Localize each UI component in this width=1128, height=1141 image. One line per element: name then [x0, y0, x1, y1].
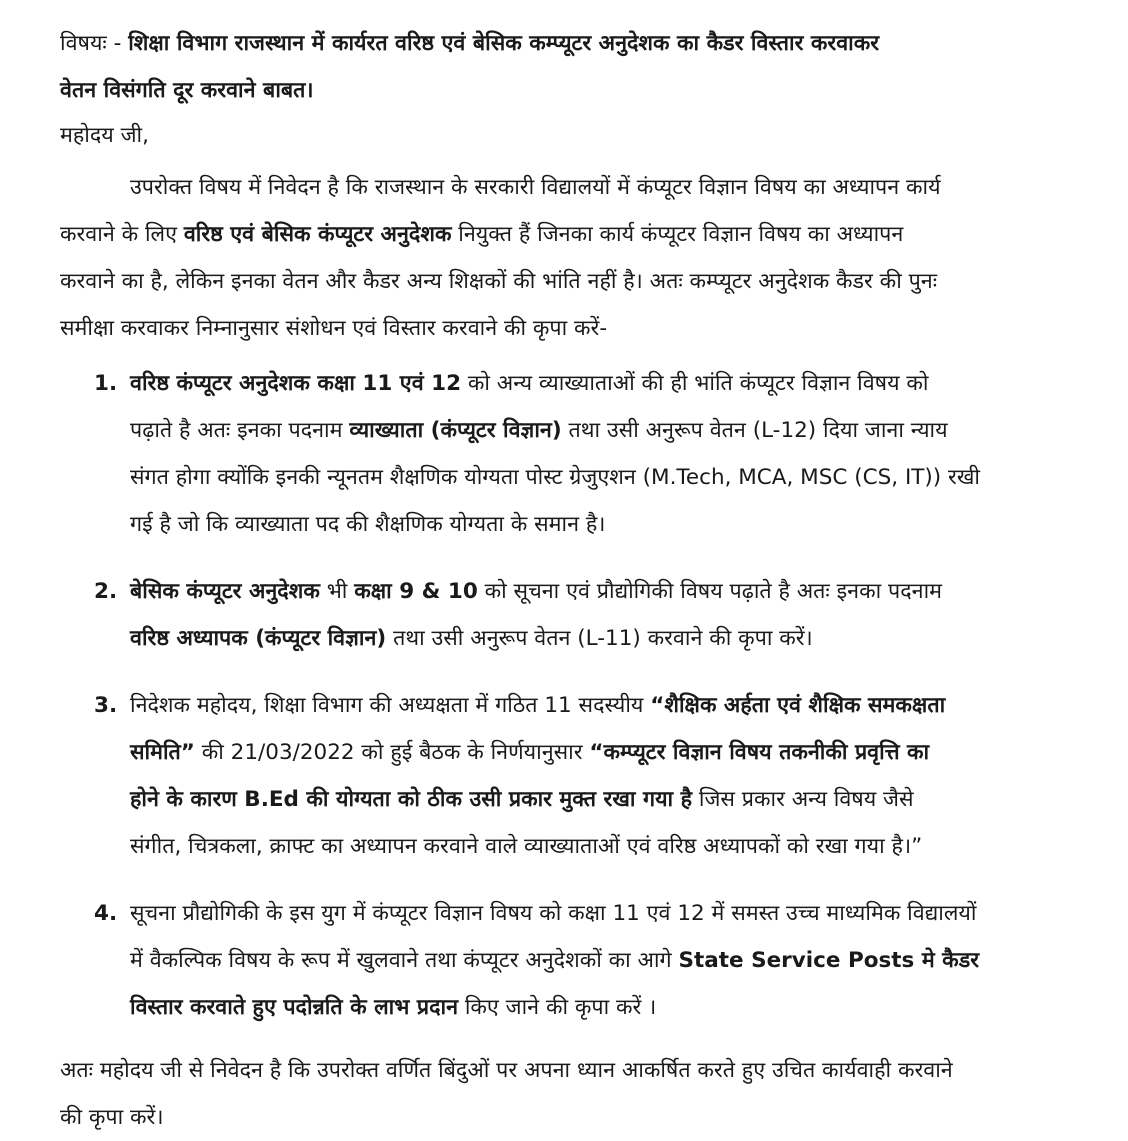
point-2-line-1-text-b: भी: [319, 579, 355, 604]
subject-text-1: शिक्षा विभाग राजस्थान में कार्यरत वरिष्ठ एवं बेसिक कम्प्यूटर अनुदेशक का कैडर विस्तार करवाकर: [128, 31, 880, 56]
intro-paragraph: [60, 164, 1068, 352]
point-1-line-2: [130, 407, 980, 454]
point-4-line-3-text: किए जाने की कृपा करें ।: [458, 995, 657, 1020]
point-2-line-1-text-d: को सूचना एवं प्रौद्योगिकी विषय पढ़ाते है अतः इनका पदनाम: [477, 579, 942, 604]
intro-line-2-text-c: नियुक्त हैं जिनका कार्य कंप्यूटर विज्ञान विषय का अध्यापन: [451, 222, 904, 247]
subject-block: [60, 20, 1068, 114]
point-2-line-2-text: तथा उसी अनुरूप वेतन (L-11) करवाने की कृपा करें।: [386, 626, 813, 651]
intro-line-2-bold: वरिष्ठ एवं बेसिक कंप्यूटर अनुदेशक: [183, 222, 452, 247]
point-4-line-3-bold: विस्तार करवाते हुए पदोन्नति के लाभ प्रदान: [130, 995, 459, 1020]
intro-line-3: करवाने का है, लेकिन इनका वेतन और कैडर अन्य शिक्षकों की भांति नहीं है। अतः कम्प्यूटर अनुदेशक कैडर की पुनः: [60, 269, 938, 294]
point-3-number: 3.: [94, 693, 118, 718]
subject-line-1: [60, 20, 1068, 67]
point-3-line-4: संगीत, चित्रकला, क्राफ्ट का अध्यापन करवाने वाले व्याख्याताओं एवं वरिष्ठ अध्यापकों को रखा गया है।”: [130, 834, 923, 859]
point-1-line-1: [130, 360, 980, 407]
intro-line-1: उपरोक्त विषय में निवेदन है कि राजस्थान के सरकारी विद्यालयों में कंप्यूटर विज्ञान विषय का अध्यापन कार्य: [130, 175, 941, 200]
point-2: [60, 568, 1068, 662]
closing-line-2: की कृपा करें।: [60, 1105, 164, 1130]
point-1-line-1-text: को अन्य व्याख्याताओं की ही भांति कंप्यूटर विज्ञान विषय को: [461, 371, 929, 396]
point-3: [60, 682, 1068, 870]
point-3-line-2: [130, 729, 945, 776]
point-4-body: [130, 890, 979, 1031]
point-3-line-1: [130, 682, 945, 729]
point-2-line-1-bold-a: बेसिक कंप्यूटर अनुदेशक: [130, 579, 320, 604]
point-2-line-1: [130, 568, 942, 615]
point-2-line-2-bold: वरिष्ठ अध्यापक (कंप्यूटर विज्ञान): [130, 626, 387, 651]
point-1-line-2-bold: व्याख्याता (कंप्यूटर विज्ञान): [349, 418, 562, 443]
point-1: [60, 360, 1068, 548]
intro-line-2: [60, 211, 1068, 258]
salutation: महोदय जी,: [60, 123, 149, 148]
intro-line-2-text-a: करवाने के लिए: [60, 222, 184, 247]
closing-paragraph: [60, 1047, 1068, 1141]
point-1-line-2-text-a: पढ़ाते है अतः इनका पदनाम: [130, 418, 350, 443]
subject-prefix: विषयः -: [60, 31, 129, 56]
point-3-line-2-text-b: की 21/03/2022 को हुई बैठक के निर्णयानुसार: [194, 740, 590, 765]
point-1-number: 1.: [94, 371, 118, 396]
point-4-line-1: सूचना प्रौद्योगिकी के इस युग में कंप्यूटर विज्ञान विषय को कक्षा 11 एवं 12 में समस्त उच्च माध्यमिक विद्यालयों: [130, 901, 977, 926]
subject-line-2: [60, 67, 1068, 114]
point-2-line-1-bold-c: कक्षा 9 & 10: [354, 579, 478, 604]
point-4: [60, 890, 1068, 1031]
point-3-line-3-text: जिस प्रकार अन्य विषय जैसे: [692, 787, 914, 812]
point-4-line-2-text: में वैकल्पिक विषय के रूप में खुलवाने तथा कंप्यूटर अनुदेशकों का आगे: [130, 948, 679, 973]
point-1-line-1-bold: वरिष्ठ कंप्यूटर अनुदेशक कक्षा 11 एवं 12: [130, 371, 462, 396]
point-4-line-3: [130, 984, 979, 1031]
point-2-number: 2.: [94, 579, 118, 604]
point-4-line-2-bold: State Service Posts मे कैडर: [678, 948, 979, 973]
closing-line-1: अतः महोदय जी से निवेदन है कि उपरोक्त वर्णित बिंदुओं पर अपना ध्यान आकर्षित करते हुए उचित कार्यवाही करवाने: [60, 1058, 953, 1083]
point-4-line-2: [130, 937, 979, 984]
point-3-line-1-bold: “शैक्षिक अर्हता एवं शैक्षिक समकक्षता: [650, 693, 946, 718]
point-3-line-3-bold: होने के कारण B.Ed की योग्यता को ठीक उसी प्रकार मुक्त रखा गया है: [130, 787, 693, 812]
point-3-line-3: [130, 776, 945, 823]
point-1-line-3: संगत होगा क्योंकि इनकी न्यूनतम शैक्षणिक योग्यता पोस्ट ग्रेजुएशन (M.Tech, MCA, MSC (CS, IT)) रखी: [130, 465, 980, 490]
point-2-body: [130, 568, 942, 662]
point-1-line-4: गई है जो कि व्याख्याता पद की शैक्षणिक योग्यता के समान है।: [130, 512, 606, 537]
point-3-line-2-bold-c: “कम्प्यूटर विज्ञान विषय तकनीकी प्रवृत्ति का: [589, 740, 930, 765]
point-2-line-2: [130, 615, 942, 662]
point-1-line-2-text-c: तथा उसी अनुरूप वेतन (L-12) दिया जाना न्याय: [561, 418, 948, 443]
point-3-line-1-text: निदेशक महोदय, शिक्षा विभाग की अध्यक्षता में गठित 11 सदस्यीय: [130, 693, 651, 718]
point-3-body: [130, 682, 945, 870]
intro-line-4: समीक्षा करवाकर निम्नानुसार संशोधन एवं विस्तार करवाने की कृपा करें-: [60, 316, 608, 341]
point-4-number: 4.: [94, 901, 118, 926]
point-3-line-2-bold-a: समिति”: [130, 740, 195, 765]
subject-text-2: वेतन विसंगति दूर करवाने बाबत।: [60, 78, 314, 103]
point-1-body: [130, 360, 980, 548]
numbered-points: [60, 360, 1068, 1031]
